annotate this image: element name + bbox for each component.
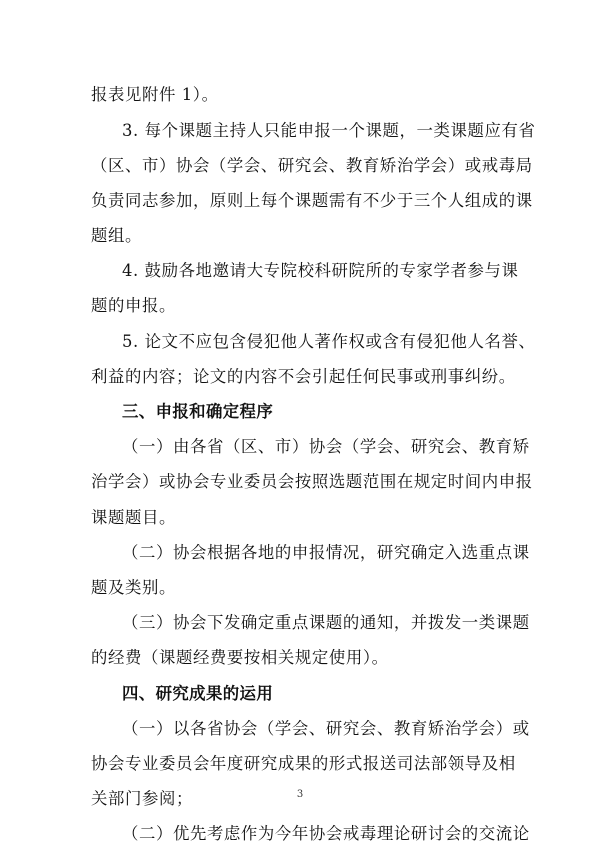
text-line: 报表见附件 1）。 (91, 85, 219, 104)
text-line: （二）优先考虑作为今年协会戒毒理论研讨会的交流论 (122, 824, 530, 843)
text-line: 3. 每个课题主持人只能申报一个课题，一类课题应有省 (122, 121, 536, 140)
text-line: 题的申报。 (91, 296, 176, 315)
text-line: （一）由各省（区、市）协会（学会、研究会、教育矫 (122, 437, 530, 456)
text-line: 关部门参阅； (91, 789, 193, 808)
text-line: 协会专业委员会年度研究成果的形式报送司法部领导及相 (91, 754, 516, 773)
text-line: 课题题目。 (91, 508, 176, 527)
text-line: 利益的内容；论文的内容不会引起任何民事或刑事纠纷。 (91, 367, 516, 386)
text-line: 5. 论文不应包含侵犯他人著作权或含有侵犯他人名誉、 (122, 332, 536, 351)
text-line: （一）以各省协会（学会、研究会、教育矫治学会）或 (122, 719, 530, 738)
page-number: 3 (296, 789, 304, 800)
text-line: 题组。 (91, 226, 142, 245)
text-line: 的经费（课题经费要按相关规定使用）。 (91, 648, 389, 667)
text-line: （区、市）协会（学会、研究会、教育矫治学会）或戒毒局 (91, 156, 533, 175)
text-line: 负责同志参加，原则上每个课题需有不少于三个人组成的课 (91, 191, 533, 210)
text-line: 4. 鼓励各地邀请大专院校科研院所的专家学者参与课 (122, 261, 519, 280)
text-line: （二）协会根据各地的申报情况，研究确定入选重点课 (122, 543, 530, 562)
text-line: 题及类别。 (91, 578, 176, 597)
text-line: 治学会）或协会专业委员会按照选题范围在规定时间内申报 (91, 472, 533, 491)
section-heading-3: 三、申报和确定程序 (122, 402, 274, 421)
section-heading-4: 四、研究成果的运用 (122, 684, 274, 703)
text-line: （三）协会下发确定重点课题的通知，并拨发一类课题 (122, 613, 530, 632)
